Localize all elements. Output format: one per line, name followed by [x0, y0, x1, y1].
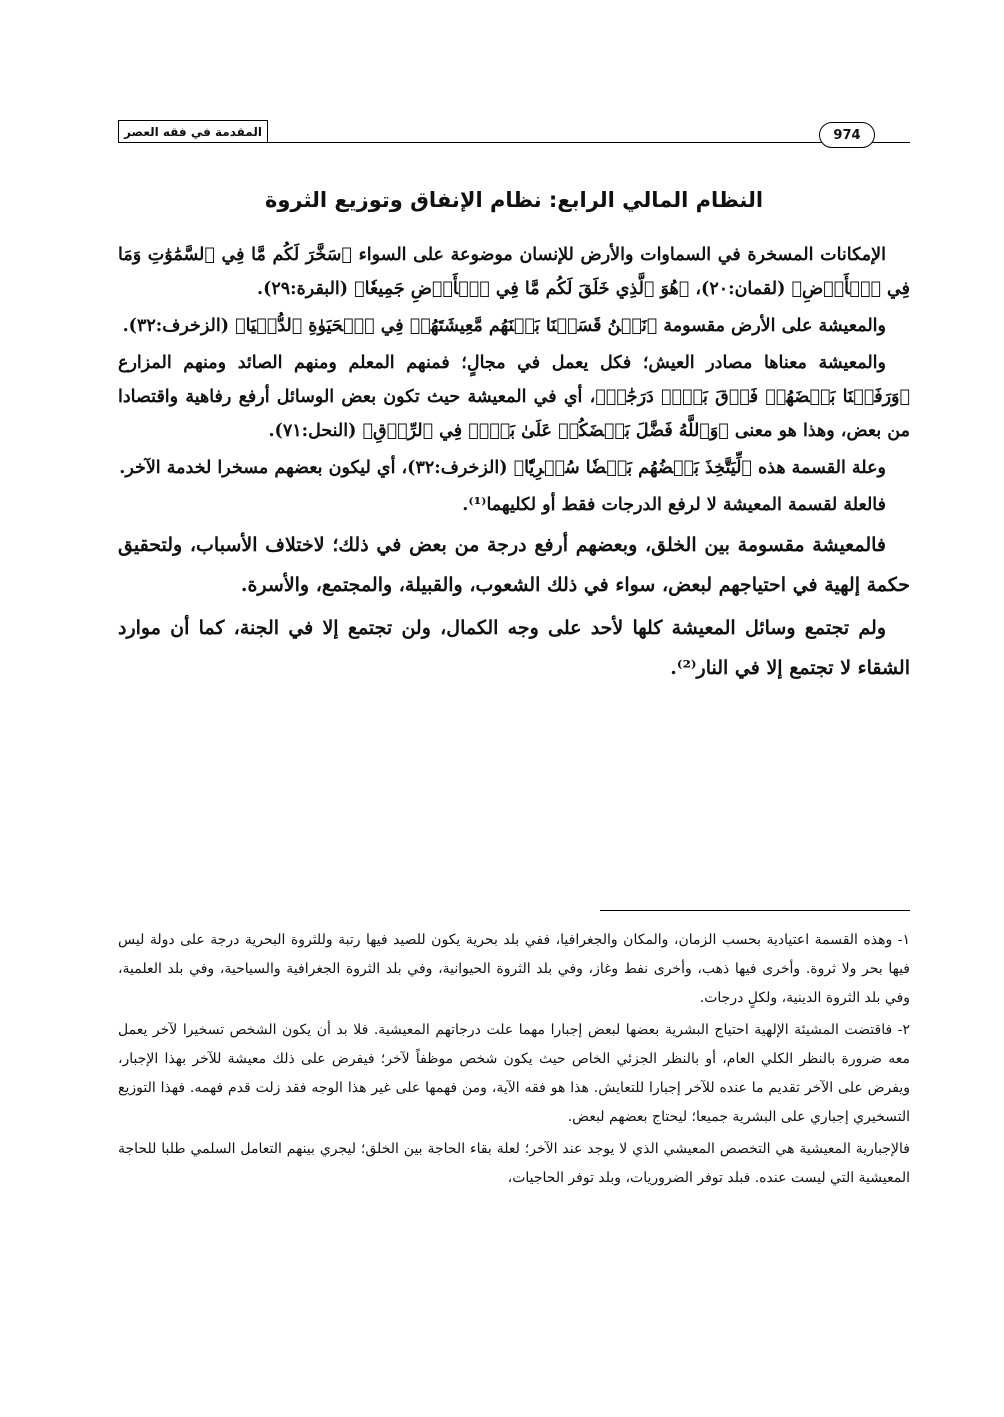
footnote: ٢- فاقتضت المشيئة الإلهية احتياج البشرية بعضها لبعض إجبارا مهما علت درجاتهم المعيشية. فلا بد أن يكون الشخص تسخيرا لآخر يعمل معه ضرورة بالنظر الكلي العام، أو بالنظر الجزئي الخاص حيث يكون شخص موظفاً لآخر؛ فيفرض على ذلك معيشة للآخر بهذا الإجبار، ويفرض على الآخر تقديم ما عنده للآخر إجبارا للتعايش. هذا هو فقه الآية، ومن فهمها على غير هذا الوجه فقد زلت قدم فهمه. فهذا التوزيع التسخيري إجباري على البشرية جميعا؛ ليحتاج بعضهم لبعض.	[118, 1022, 910, 1125]
running-header-book-title: المقدمة في فقه العصر	[118, 120, 268, 142]
paragraph: والمعيشة على الأرض مقسومة ﴿نَحۡنُ قَسَمۡنَا بَيۡنَهُم مَّعِيشَتَهُمۡ فِي ٱلۡحَيَوٰةِ ٱلدُّنۡيَا﴾ (الزخرف:٣٢).	[122, 316, 886, 336]
paragraph: الإمكانات المسخرة في السماوات والأرض للإنسان موضوعة على السواء ﴿سَخَّرَ لَكُم مَّا فِي ٱلسَّمَٰوَٰتِ وَمَا فِي ٱلۡأَرۡضِ﴾ (لقمان:٢٠)، ﴿هُوَ ٱلَّذِي خَلَقَ لَكُم مَّا فِي ٱلۡأَرۡضِ جَمِيعٗا﴾ (البقرة:٢٩).	[118, 245, 910, 299]
paragraph: وعلة القسمة هذه ﴿لِّيَتَّخِذَ بَعۡضُهُم بَعۡضٗا سُخۡرِيّٗا﴾ (الزخرف:٣٢)، أي ليكون بعضهم مسخرا لخدمة الآخر.	[119, 458, 886, 478]
footnote-separator	[600, 910, 910, 911]
paragraph: ولم تجتمع وسائل المعيشة كلها لأحد على وجه الكمال، ولن تجتمع إلا في الجنة، كما أن موارد الشقاء لا تجتمع إلا في النار⁽²⁾.	[118, 617, 910, 679]
paragraph: والمعيشة معناها مصادر العيش؛ فكل يعمل في مجالٍ؛ فمنهم المعلم ومنهم الصائد ومنهم المزارع ﴿وَرَفَعۡنَا بَعۡضَهُمۡ فَوۡقَ بَعۡضٖ دَرَجَٰتٖ﴾، أي في المعيشة حيث تكون بعض الوسائل أرفع رفاهية واقتصادا من بعض، وهذا هو معنى ﴿وَٱللَّهُ فَضَّلَ بَعۡضَكُمۡ عَلَىٰ بَعۡضٖ فِي ٱلرِّزۡقِ﴾ (النحل:٧١).	[118, 353, 910, 441]
main-text	[118, 238, 910, 691]
footnote: ١- وهذه القسمة اعتيادية بحسب الزمان، والمكان والجغرافيا، ففي بلد بحرية يكون للصيد فيها رتبة وللثروة البحرية درجة على دولة ليس فيها بحر ولا ثروة. وأخرى فيها ذهب، وأخرى نفط وغاز، وفي بلد الثروة الحيوانية، وفي بلد الثروة الجغرافية والسياحية، وفي بلد العلمية، وفي بلد الثروة الدينية، ولكلٍ درجات.	[118, 932, 910, 1006]
paragraph: فالمعيشة مقسومة بين الخلق، وبعضهم أرفع درجة من بعض في ذلك؛ لاختلاف الأسباب، ولتحقيق حكمة إلهية في احتياجهم لبعض، سواء في ذلك الشعوب، والقبيلة، والمجتمع، والأسرة.	[118, 534, 910, 596]
footnote: فالإجبارية المعيشية هي التخصص المعيشي الذي لا يوجد عند الآخر؛ لعلة بقاء الحاجة بين الخلق؛ ليجري بينهم التعامل السلمي طلبا للحاجة المعيشية التي ليست عنده. فبلد توفر الضروريات، وبلد توفر الحاجيات،	[118, 1141, 910, 1186]
page-number: 974	[819, 122, 875, 148]
footnotes	[118, 926, 910, 1196]
chapter-title: النظام المالي الرابع: نظام الإنفاق وتوزيع الثروة	[264, 188, 764, 212]
paragraph: فالعلة لقسمة المعيشة لا لرفع الدرجات فقط أو لكليهما⁽¹⁾.	[462, 495, 886, 515]
